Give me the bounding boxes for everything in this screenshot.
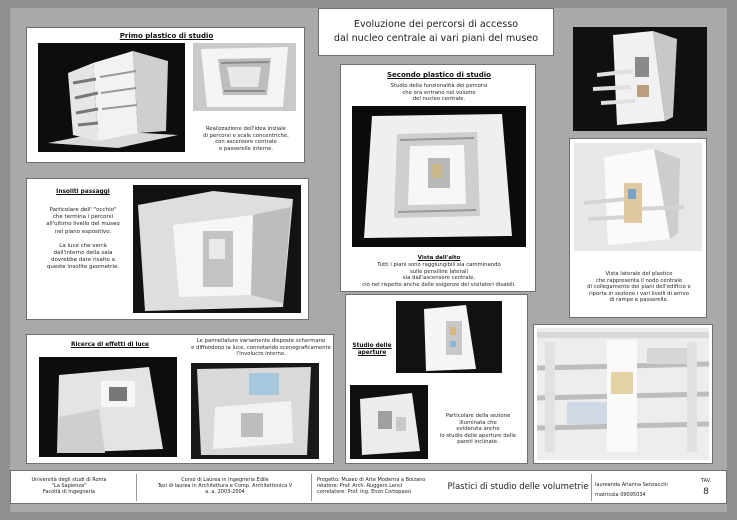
footer-university: Università degli studi di Roma "La Sapienza" Facoltà di Ingegneria xyxy=(31,477,107,496)
photo-insoliti xyxy=(133,185,301,313)
panel-insoliti-passaggi xyxy=(26,178,309,320)
footer-title-block xyxy=(10,470,727,504)
photo-right-top xyxy=(573,27,707,131)
panel-section-model xyxy=(533,324,713,464)
photo-primo-model xyxy=(38,43,185,152)
footer-course: Corso di Laurea in Ingegneria Edile Tesi di laurea in Architettura e Comp. Architettonica V a. a. 2003-2004 xyxy=(157,477,293,496)
footer-separator xyxy=(311,474,312,501)
photo-primo-top xyxy=(193,43,296,111)
photo-secondo-top-view xyxy=(352,106,526,247)
panel-secondo-plastico xyxy=(340,64,536,292)
header-title-box xyxy=(318,8,554,56)
primo-title: Primo plastico di studio xyxy=(119,32,214,40)
footer-separator xyxy=(136,474,137,501)
aperture-caption: Particolare della sezione illuminata che evidenzia anche lo studio delle aperture delle pareti inclinate. xyxy=(439,413,517,446)
panel-ricerca-luce xyxy=(26,334,334,464)
footer-student: laureanda Arianna Senzacchi matricola 09095034 xyxy=(595,482,668,498)
aperture-title: Studio delle aperture xyxy=(352,343,392,356)
panel-primo-plastico xyxy=(26,27,305,163)
footer-tav-number: 8 xyxy=(703,487,709,497)
photo-section-model xyxy=(537,328,709,460)
vista-laterale-caption: Vista laterale del plastico che rappresenta il nodo centrale di collegamento dei piani dell'edificio e riporta in sezione i vari livelli di arrivo di rampe e passerelle. xyxy=(587,271,691,304)
secondo-title: Secondo plastico di studio xyxy=(387,71,491,79)
insoliti-text: Particolare dell' "occhio" che termina i percorsi all'ultimo livello del museo nel piano espositivo. La luce che verrà dall'interno della sala dovrebbe dare risalto a queste insolite geometrie. xyxy=(46,207,120,271)
photo-ricerca-right xyxy=(191,363,319,459)
primo-caption: Realizzazione dell'idea iniziale di percorsi e scale concentriche, con ascensore centrale e passerelle interne. xyxy=(203,126,289,152)
vista-text: Tutti i piani sono raggiungibili sia camminando sulle pensiline laterali sia dall'ascensore centrale, ciò nel rispetto anche delle esigenze dei visitatori disabili. xyxy=(362,262,516,288)
ricerca-text: Le pannellature variamente disposte schermano e diffondono la luce, connotando scenograficamente l'involucro interno. xyxy=(191,338,331,358)
photo-aperture-bottom xyxy=(350,385,428,459)
panel-vista-laterale xyxy=(569,138,707,318)
panel-studio-aperture xyxy=(345,294,528,464)
footer-project: Progetto: Museo di Arte Moderna a Bolzano relatore: Prof. Arch. Ruggero Lenci correlatore: Prof. Ing. Enzo Cortopassi xyxy=(317,477,426,496)
footer-separator xyxy=(591,474,592,501)
insoliti-title: Insoliti passaggi xyxy=(56,189,110,195)
secondo-intro: Studio della funzionalità dei percorsi che ora entrano nel volume del nucleo centrale. xyxy=(390,83,488,103)
footer-tav-label: TAV. xyxy=(700,478,712,484)
header-title-line1: Evoluzione dei percorsi di accesso xyxy=(353,19,519,30)
footer-sheet-title: Plastici di studio delle volumetrie xyxy=(447,482,589,492)
photo-ricerca-left xyxy=(39,357,177,457)
header-title-line2: dal nucleo centrale ai vari piani del museo xyxy=(333,33,539,44)
vista-title: Vista dall'alto xyxy=(417,255,461,261)
ricerca-title: Ricerca di effetti di luce xyxy=(71,342,149,348)
photo-aperture-top xyxy=(396,301,502,373)
photo-right-middle xyxy=(574,143,702,251)
